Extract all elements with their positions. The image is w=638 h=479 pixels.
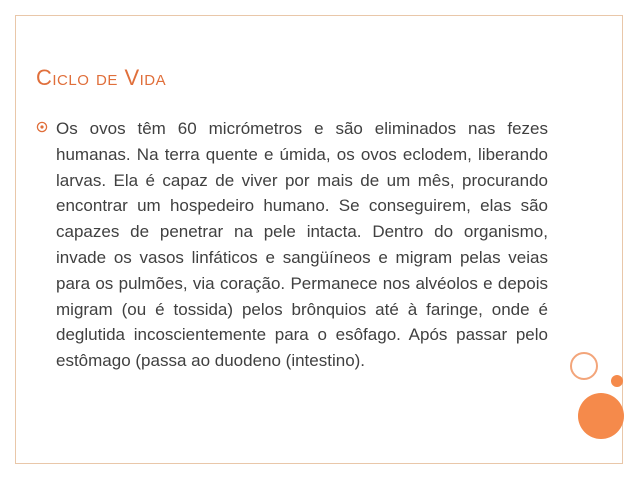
bullet-text: Os ovos têm 60 micrómetros e são eliminados nas fezes humanas. Na terra quente e úmida, os ovos eclodem, liberando larvas. Ela é capaz de viver por mais de um mês, procurando encontrar um hospedeiro humano. Se conseguirem, elas são capazes de penetrar na pele intacta. Dentro do organismo, invade os vasos linfáticos e sangüíneos e migram pelas veias para os pulmões, via coração. Permanece nos alvéolos e depois migram (ou é tossida) pelos brônquios até à faringe, onde é deglutida incoscientemente para o esôfago. Após passar pelo estômago (passa ao duodeno (intestino). — [56, 119, 548, 371]
decorative-circle-small — [611, 375, 623, 387]
slide-title: Ciclo de Vida — [36, 65, 167, 90]
decorative-circle-large — [578, 393, 624, 439]
target-bullet-icon — [36, 116, 56, 143]
slide-content — [36, 116, 548, 374]
decorative-circle-outline — [570, 352, 598, 380]
bullet-item — [36, 116, 548, 374]
